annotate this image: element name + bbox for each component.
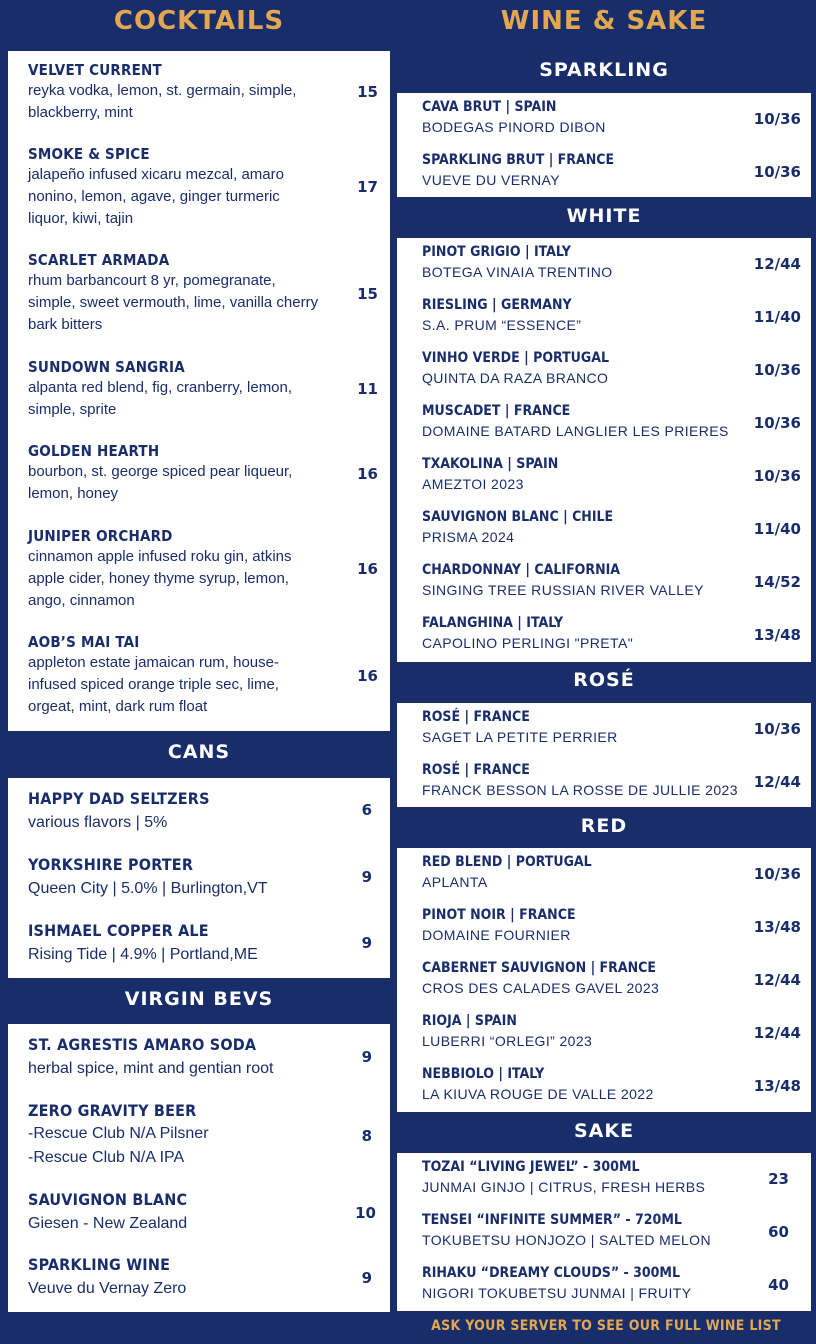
item-name: SAUVIGNON BLANC | CHILE (422, 509, 614, 525)
item-name: FALANGHINA | ITALY (422, 615, 564, 631)
item-desc: CROS DES CALADES GAVEL 2023 (422, 980, 660, 996)
sake-item (422, 1158, 762, 1198)
wine-sake-heading: WINE & SAKE (500, 6, 708, 36)
virgin-bevs-heading: VIRGIN BEVS (124, 988, 274, 1010)
item-price: 13/48 (753, 1077, 801, 1095)
item-desc: Queen City | 5.0% | Burlington,VT (28, 880, 268, 897)
item-desc: cinnamon apple infused roku gin, atkins apple cider, honey thyme syrup, lemon, ango, cinnamon (28, 548, 292, 609)
wine-item (422, 561, 752, 601)
item-desc: BODEGAS PINORD DIBON (422, 119, 606, 135)
red-heading: RED (580, 815, 628, 837)
red-panel (397, 848, 811, 1112)
virgin-bevs-panel (8, 1024, 390, 1312)
cocktail-item (28, 526, 328, 612)
item-name: TOZAI “LIVING JEWEL” - 300ML (422, 1159, 640, 1175)
wine-item (422, 296, 752, 336)
item-name: GOLDEN HEARTH (28, 442, 160, 460)
item-price: 9 (361, 868, 372, 886)
item-price: 12/44 (753, 773, 801, 791)
item-price: 12/44 (753, 971, 801, 989)
item-price: 60 (768, 1223, 789, 1241)
item-desc: TOKUBETSU HONJOZO | SALTED MELON (422, 1232, 711, 1248)
item-desc: NIGORI TOKUBETSU JUNMAI | FRUITY (422, 1285, 692, 1301)
wine-item (422, 349, 752, 389)
item-name: NEBBIOLO | ITALY (422, 1066, 545, 1082)
wine-item (422, 614, 752, 654)
item-name: VELVET CURRENT (28, 61, 162, 79)
can-item (28, 920, 348, 968)
item-desc: Veuve du Vernay Zero (28, 1280, 187, 1297)
item-name: SAUVIGNON BLANC (28, 1190, 188, 1209)
wine-item (422, 243, 752, 283)
item-desc: -Rescue Club N/A Pilsner -Rescue Club N/A IPA (28, 1125, 209, 1166)
item-name: RED BLEND | PORTUGAL (422, 854, 592, 870)
item-desc: LA KIUVA ROUGE DE VALLE 2022 (422, 1086, 654, 1102)
item-desc: S.A. PRUM “ESSENCE” (422, 317, 582, 333)
sparkling-panel (397, 93, 811, 197)
can-item (28, 854, 348, 902)
sake-panel (397, 1153, 811, 1311)
item-desc: rhum barbancourt 8 yr, pomegranate, simple, sweet vermouth, lime, vanilla cherry bark bitters (28, 272, 319, 333)
item-price: 10/36 (753, 720, 801, 738)
wine-item (422, 151, 752, 191)
cocktail-item (28, 60, 333, 124)
wine-item (422, 853, 752, 893)
white-heading: WHITE (566, 205, 642, 227)
virgin-item (28, 1100, 348, 1170)
item-name: MUSCADET | FRANCE (422, 403, 571, 419)
item-name: PINOT GRIGIO | ITALY (422, 244, 571, 260)
item-price: 10/36 (753, 110, 801, 128)
wine-item (422, 959, 752, 999)
item-name: SMOKE & SPICE (28, 145, 150, 163)
item-name: SPARKLING BRUT | FRANCE (422, 152, 615, 168)
item-price: 10/36 (753, 163, 801, 181)
item-price: 14/52 (753, 573, 801, 591)
item-desc: SINGING TREE RUSSIAN RIVER VALLEY (422, 582, 704, 598)
wine-item (422, 1012, 752, 1052)
item-name: ZERO GRAVITY BEER (28, 1101, 197, 1120)
cocktails-heading: COCKTAILS (113, 6, 285, 36)
cocktail-item (28, 632, 323, 718)
item-price: 11/40 (753, 308, 801, 326)
item-price: 10 (355, 1204, 376, 1222)
wine-item (422, 906, 752, 946)
can-item (28, 788, 348, 836)
item-name: ROSÉ | FRANCE (422, 709, 530, 725)
item-name: YORKSHIRE PORTER (28, 855, 194, 874)
item-price: 16 (357, 560, 378, 578)
item-price: 6 (361, 801, 372, 819)
cans-heading: CANS (167, 741, 231, 763)
item-price: 13/48 (753, 626, 801, 644)
item-price: 11 (357, 380, 378, 398)
item-name: SPARKLING WINE (28, 1255, 171, 1274)
item-price: 10/36 (753, 414, 801, 432)
white-panel (397, 238, 811, 662)
cocktail-item (28, 144, 318, 230)
virgin-item (28, 1254, 348, 1302)
item-desc: DOMAINE FOURNIER (422, 927, 571, 943)
item-name: SCARLET ARMADA (28, 251, 170, 269)
item-name: RIOJA | SPAIN (422, 1013, 517, 1029)
rose-heading: ROSÉ (573, 669, 635, 691)
wine-item (422, 402, 752, 442)
item-name: RIHAKU “DREAMY CLOUDS” - 300ML (422, 1265, 680, 1281)
item-desc: bourbon, st. george spiced pear liqueur, lemon, honey (28, 463, 293, 502)
item-name: JUNIPER ORCHARD (28, 527, 173, 545)
item-price: 23 (768, 1170, 789, 1188)
item-desc: various flavors | 5% (28, 814, 168, 831)
wine-item (422, 455, 752, 495)
item-price: 16 (357, 667, 378, 685)
wine-item (422, 508, 752, 548)
item-price: 12/44 (753, 255, 801, 273)
item-desc: alpanta red blend, fig, cranberry, lemon, simple, sprite (28, 379, 293, 418)
item-desc: BOTEGA VINAIA TRENTINO (422, 264, 613, 280)
cocktail-item (28, 441, 333, 505)
item-desc: PRISMA 2024 (422, 529, 515, 545)
item-price: 9 (361, 934, 372, 952)
item-name: AOB’S MAI TAI (28, 633, 140, 651)
virgin-item (28, 1034, 348, 1082)
cocktails-panel (8, 51, 390, 731)
item-name: CABERNET SAUVIGNON | FRANCE (422, 960, 656, 976)
item-price: 11/40 (753, 520, 801, 538)
item-price: 9 (361, 1048, 372, 1066)
item-desc: CAPOLINO PERLINGI "PRETA" (422, 635, 634, 651)
item-price: 10/36 (753, 467, 801, 485)
item-desc: AMEZTOI 2023 (422, 476, 524, 492)
item-name: VINHO VERDE | PORTUGAL (422, 350, 610, 366)
item-desc: APLANTA (422, 874, 488, 890)
cans-panel (8, 778, 390, 978)
item-desc: jalapeño infused xicaru mezcal, amaro nonino, lemon, agave, ginger turmeric liquor, kiwi, tajin (28, 166, 284, 227)
cocktail-item (28, 250, 323, 336)
sake-item (422, 1264, 762, 1304)
item-name: TENSEI “INFINITE SUMMER” - 720ML (422, 1212, 682, 1228)
item-name: RIESLING | GERMANY (422, 297, 572, 313)
virgin-item (28, 1189, 348, 1237)
item-desc: appleton estate jamaican rum, house-infused spiced orange triple sec, lime, orgeat, mint, dark rum float (28, 654, 279, 715)
item-price: 10/36 (753, 361, 801, 379)
wine-item (422, 708, 752, 748)
item-desc: VUEVE DU VERNAY (422, 172, 560, 188)
item-desc: Rising Tide | 4.9% | Portland,ME (28, 946, 258, 963)
cocktail-item (28, 357, 333, 421)
wine-item (422, 761, 752, 801)
wine-item (422, 1065, 752, 1105)
item-price: 15 (357, 285, 378, 303)
item-desc: reyka vodka, lemon, st. germain, simple, blackberry, mint (28, 82, 297, 121)
item-desc: herbal spice, mint and gentian root (28, 1060, 274, 1077)
sparkling-heading: SPARKLING (539, 59, 669, 81)
rose-panel (397, 703, 811, 807)
item-name: HAPPY DAD SELTZERS (28, 789, 210, 808)
wine-item (422, 98, 752, 138)
footer-note: ASK YOUR SERVER TO SEE OUR FULL WINE LIST (431, 1318, 781, 1334)
sake-item (422, 1211, 762, 1251)
item-price: 17 (357, 178, 378, 196)
item-name: ST. AGRESTIS AMARO SODA (28, 1035, 257, 1054)
sake-heading: SAKE (573, 1120, 635, 1142)
item-price: 16 (357, 465, 378, 483)
item-desc: Giesen - New Zealand (28, 1215, 188, 1232)
item-name: CHARDONNAY | CALIFORNIA (422, 562, 621, 578)
item-name: CAVA BRUT | SPAIN (422, 99, 557, 115)
item-name: ROSÉ | FRANCE (422, 762, 530, 778)
item-price: 9 (361, 1269, 372, 1287)
item-price: 13/48 (753, 918, 801, 936)
item-price: 10/36 (753, 865, 801, 883)
item-price: 8 (361, 1127, 372, 1145)
item-price: 12/44 (753, 1024, 801, 1042)
item-name: ISHMAEL COPPER ALE (28, 921, 209, 940)
item-desc: QUINTA DA RAZA BRANCO (422, 370, 609, 386)
item-desc: LUBERRI “ORLEGI” 2023 (422, 1033, 593, 1049)
item-name: SUNDOWN SANGRIA (28, 358, 185, 376)
item-name: PINOT NOIR | FRANCE (422, 907, 576, 923)
item-price: 40 (768, 1276, 789, 1294)
item-price: 15 (357, 83, 378, 101)
item-desc: FRANCK BESSON LA ROSSE DE JULLIE 2023 (422, 782, 738, 798)
item-name: TXAKOLINA | SPAIN (422, 456, 559, 472)
item-desc: JUNMAI GINJO | CITRUS, FRESH HERBS (422, 1179, 706, 1195)
item-desc: SAGET LA PETITE PERRIER (422, 729, 618, 745)
item-desc: DOMAINE BATARD LANGLIER LES PRIERES (422, 423, 729, 439)
